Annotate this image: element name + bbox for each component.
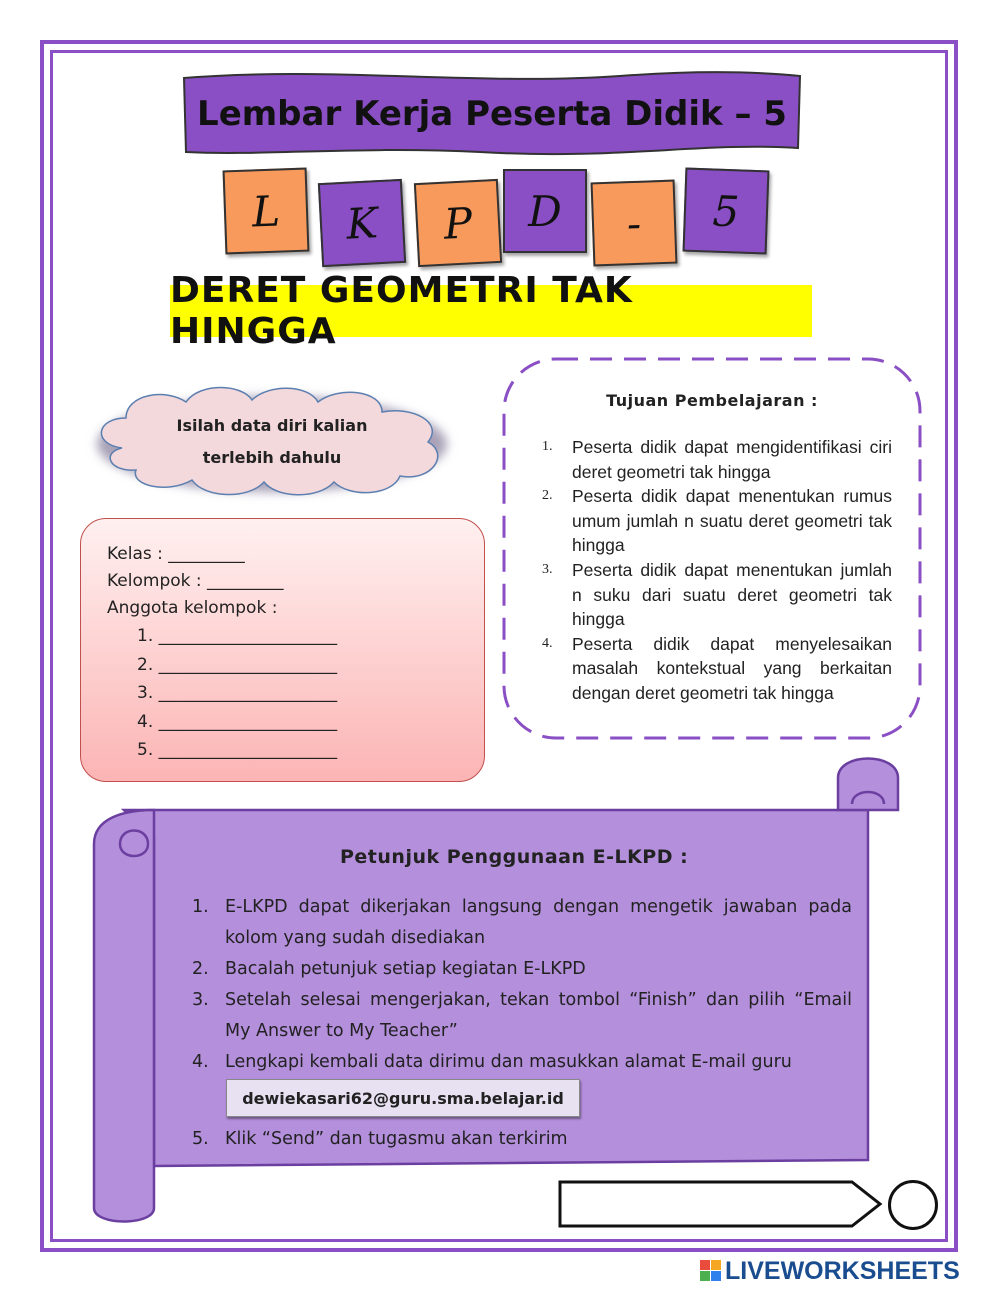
objective-number: 2.	[542, 488, 553, 504]
objective-text: Peserta didik dapat mengidentifikasi ciri deret geometri tak hingga	[572, 437, 892, 482]
member-field-4[interactable]: 4. _____________________	[137, 711, 338, 732]
objective-number: 1.	[542, 439, 553, 454]
instruction-cloud	[82, 378, 462, 506]
tile-d: D	[503, 169, 587, 253]
instructions-title: Petunjuk Penggunaan E-LKPD :	[340, 846, 689, 868]
cloud-line-2: terlebih dahulu	[202, 448, 342, 467]
kelas-field[interactable]: Kelas : _________	[107, 544, 245, 564]
instruction-number: 2.	[192, 959, 209, 979]
instruction-number: 3.	[192, 990, 209, 1010]
instruction-item	[192, 1124, 852, 1155]
objective-text: Peserta didik dapat menentukan jumlah n suku dari suatu deret geometri tak hingga	[572, 559, 892, 630]
instruction-text: Setelah selesai mengerjakan, tekan tombol “Finish” dan pilih “Email My Answer to My Teacher”	[225, 990, 852, 1041]
topic-subtitle: DERET GEOMETRI TAK HINGGA	[170, 285, 812, 337]
instruction-item	[192, 1047, 852, 1078]
cloud-message	[142, 410, 402, 474]
tile-5: 5	[683, 168, 770, 255]
objective-number: 3.	[542, 561, 553, 577]
title-banner	[180, 68, 804, 160]
instruction-number: 5.	[192, 1129, 209, 1149]
instruction-item	[192, 892, 852, 954]
member-field-3[interactable]: 3. _____________________	[137, 683, 338, 703]
instruction-text: E-LKPD dapat dikerjakan langsung dengan mengetik jawaban pada kolom yang sudah disediakan	[225, 897, 852, 948]
next-page-button[interactable]	[556, 1178, 886, 1230]
instruction-number: 4.	[192, 1052, 209, 1072]
tile-k: K	[318, 179, 406, 267]
objectives-title: Tujuan Pembelajaran :	[606, 391, 818, 410]
objective-item	[532, 632, 892, 706]
instruction-text: Klik “Send” dan tugasmu akan terkirim	[225, 1129, 568, 1149]
member-field-5[interactable]: 5. _____________________	[137, 740, 338, 760]
instructions-scroll	[90, 748, 902, 1233]
liveworksheets-brand	[700, 1256, 960, 1286]
tile-p: P	[414, 179, 502, 267]
tile-l: L	[223, 168, 310, 255]
teacher-email: dewiekasari62@guru.sma.belajar.id	[226, 1079, 580, 1117]
instruction-item	[192, 954, 852, 985]
objective-number: 4.	[542, 635, 553, 651]
instruction-number: 1.	[192, 897, 209, 917]
objective-text: Peserta didik dapat menentukan rumus umum jumlah n suatu deret geometri tak hingga	[572, 486, 892, 556]
objective-text: Peserta didik dapat menyelesaikan masalah kontekstual yang berkaitan dengan deret geometri tak hingga	[572, 633, 892, 703]
liveworksheets-logo-icon	[700, 1260, 722, 1282]
instruction-item	[192, 985, 852, 1047]
page-title: Lembar Kerja Peserta Didik – 5	[197, 94, 787, 134]
instruction-text: Lengkapi kembali data dirimu dan masukkan alamat E-mail guru	[225, 1052, 792, 1072]
tile-dash: -	[591, 180, 678, 267]
brand-name: LIVEWORKSHEETS	[725, 1256, 960, 1285]
objectives-list	[532, 435, 892, 706]
kelompok-field[interactable]: Kelompok : _________	[107, 571, 284, 591]
instruction-text: Bacalah petunjuk setiap kegiatan E-LKPD	[225, 959, 586, 979]
objective-item	[532, 435, 892, 484]
learning-objectives-box	[502, 357, 922, 740]
member-field-2[interactable]: 2. _____________________	[137, 654, 338, 675]
objective-item	[532, 484, 892, 558]
student-data-box	[80, 518, 485, 782]
finish-circle-button[interactable]	[888, 1180, 938, 1230]
anggota-label: Anggota kelompok :	[107, 598, 278, 618]
member-field-1[interactable]: 1. _____________________	[137, 626, 338, 646]
cloud-line-1: Isilah data diri kalian	[176, 416, 368, 435]
objective-item	[532, 558, 892, 632]
